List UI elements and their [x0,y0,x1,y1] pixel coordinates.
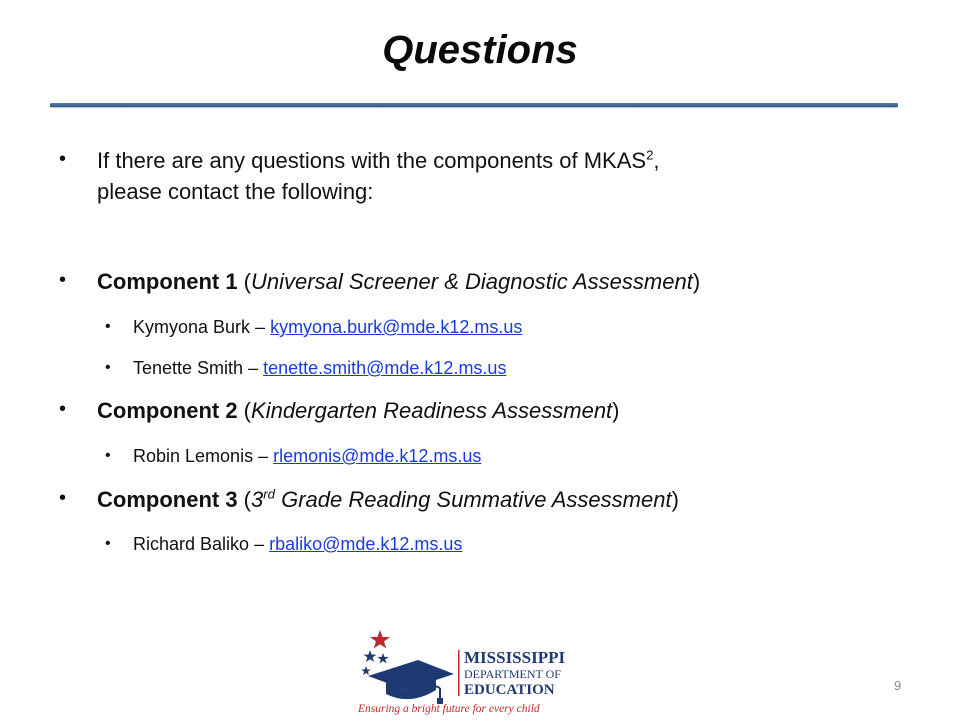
star-icon [377,653,388,664]
bullet-dot: • [105,318,111,335]
logo-line-2: DEPARTMENT OF [464,667,561,681]
logo-line-3: EDUCATION [464,682,555,698]
contact-name: Robin Lemonis [133,446,254,466]
contact-name: Kymyona Burk [133,317,251,337]
intro-line-1: If there are any questions with the components of MKAS$^2$, [97,147,660,173]
graduation-cap-icon [368,660,454,690]
bullet-dot: • [59,487,67,509]
bullet-dot: • [59,398,67,420]
page-number: 9 [894,678,902,693]
logo-line-1: MISSISSIPPI [464,648,566,667]
contact-name: Tenette Smith [133,358,244,378]
component-label: Component 2 [97,398,238,423]
contact-email-link[interactable]: tenette.smith@mde.k12.ms.us [263,358,507,378]
contact-item: • Kymyona Burk – kymyona.burk@mde.k12.ms.us [105,317,523,337]
component-1-bullet: • Component 1 (Universal Screener & Diagnostic Assessment) [97,266,700,297]
star-icon [361,666,371,675]
bullet-dot: • [59,148,67,170]
mde-logo [350,628,600,716]
page-title: Questions [382,28,578,72]
contact-item: • Richard Baliko – rbaliko@mde.k12.ms.us [105,534,463,554]
component-description: Kindergarten Readiness Assessment [251,398,613,423]
contact-email-link[interactable]: rbaliko@mde.k12.ms.us [269,534,463,554]
bullet-dot: • [105,447,111,464]
bullet-dot: • [105,535,111,552]
component-description: Universal Screener & Diagnostic Assessment [251,269,693,294]
bullet-dot: • [105,359,111,376]
intro-line-2: please contact the following: [97,179,374,204]
component-2-bullet: • Component 2 (Kindergarten Readiness Assessment) [97,395,620,426]
component-label: Component 1 [97,269,238,294]
bullet-dot: • [59,269,67,291]
contact-name: Richard Baliko [133,534,250,554]
component-description: 3rd Grade Reading Summative Assessment [251,486,672,512]
star-icon [364,650,377,662]
contact-item: • Robin Lemonis – rlemonis@mde.k12.ms.us [105,446,482,466]
intro-bullet [59,145,660,207]
component-3-bullet: • Component 3 (3rd Grade Reading Summative Assessment) [97,484,679,515]
component-label: Component 3 [97,487,238,512]
contact-item: • Tenette Smith – tenette.smith@mde.k12.ms.us [105,358,507,378]
logo-tagline: Ensuring a bright future for every child [358,703,540,715]
contact-email-link[interactable]: rlemonis@mde.k12.ms.us [273,446,482,466]
contact-email-link[interactable]: kymyona.burk@mde.k12.ms.us [270,317,523,337]
mde-logo-graphic [350,628,600,716]
star-icon [370,630,390,649]
